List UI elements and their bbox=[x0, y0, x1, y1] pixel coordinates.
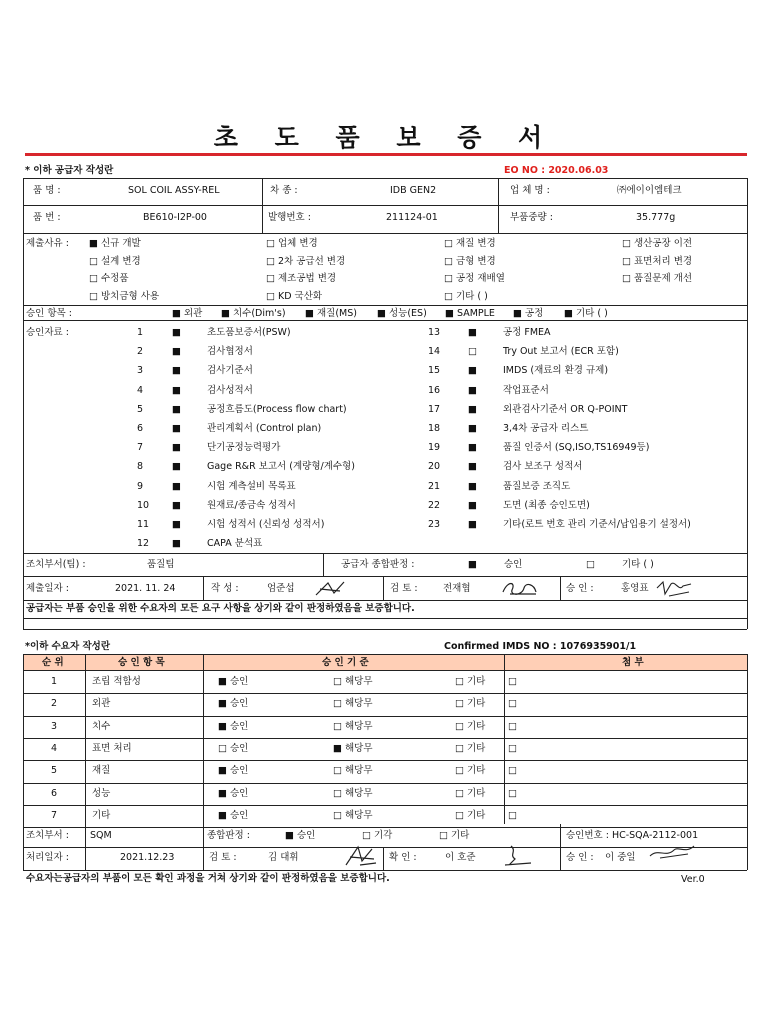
doc-number: 2 bbox=[137, 346, 144, 357]
approval-item: ■ 외관 bbox=[172, 308, 203, 319]
dept-label: 조치부서(팀) : bbox=[26, 559, 86, 570]
grid-line bbox=[23, 716, 747, 717]
reason-item: □ 생산공장 이전 bbox=[622, 238, 693, 249]
table-row-seq: 4 bbox=[51, 743, 58, 754]
customer-section-label: *이하 수요자 작성란 bbox=[25, 641, 110, 652]
issue-no: 211124-01 bbox=[386, 212, 438, 223]
dept-name: 품질팀 bbox=[147, 559, 175, 570]
doc-label: 공정 FMEA bbox=[503, 327, 551, 338]
table-row-attach: □ bbox=[508, 765, 517, 776]
table-row-seq: 2 bbox=[51, 698, 58, 709]
part-no: BE610-I2P-00 bbox=[143, 212, 207, 223]
doc-check: ■ bbox=[468, 327, 477, 338]
overall-reject: □ 기각 bbox=[362, 830, 393, 841]
supplier-declaration: 공급자는 부품 승인을 위한 수요자의 모든 요구 사항을 상기와 같이 판정하였음을 보증합니다. bbox=[26, 603, 415, 614]
table-row-item: 재질 bbox=[92, 765, 111, 776]
table-row-attach: □ bbox=[508, 788, 517, 799]
supplier-section-label: * 이하 공급자 작성란 bbox=[25, 165, 114, 176]
doc-number: 9 bbox=[137, 481, 144, 492]
table-row-attach: □ bbox=[508, 810, 517, 821]
eo-number: EO NO : 2020.06.03 bbox=[504, 165, 609, 176]
table-row-other: □ 기타 bbox=[455, 810, 486, 821]
doc-check: ■ bbox=[468, 365, 477, 376]
doc-number: 17 bbox=[428, 404, 441, 415]
doc-label: Gage R&R 보고서 (계량형/계수형) bbox=[207, 461, 355, 472]
doc-check: ■ bbox=[468, 442, 477, 453]
grid-line bbox=[203, 576, 204, 600]
col-item: 승 인 항 목 bbox=[118, 657, 165, 668]
table-row-other: □ 기타 bbox=[455, 743, 486, 754]
table-row-attach: □ bbox=[508, 676, 517, 687]
grid-line bbox=[323, 553, 324, 576]
doc-label: 품질 인증서 (SQ,ISO,TS16949등) bbox=[503, 442, 650, 453]
doc-number: 8 bbox=[137, 461, 144, 472]
table-row-approve: □ 승인 bbox=[218, 743, 249, 754]
table-row-other: □ 기타 bbox=[455, 788, 486, 799]
table-row-other: □ 기타 bbox=[455, 676, 486, 687]
table-row-approve: ■ 승인 bbox=[218, 810, 249, 821]
doc-label: IMDS (재료의 환경 규제) bbox=[503, 365, 609, 376]
table-row-approve: ■ 승인 bbox=[218, 676, 249, 687]
part-name-label: 품 명 : bbox=[33, 185, 61, 196]
title-underline bbox=[25, 153, 747, 156]
doc-label: 검사 보조구 성적서 bbox=[503, 461, 583, 472]
reviewer-signature bbox=[500, 578, 540, 600]
judgement-approve-mark: ■ bbox=[468, 559, 477, 570]
cust-approver-label: 승 인 : bbox=[566, 852, 594, 863]
doc-label: 원재료/종금속 성적서 bbox=[207, 500, 296, 511]
grid-line bbox=[560, 576, 561, 600]
doc-label: 품질보증 조직도 bbox=[503, 481, 571, 492]
table-row-approve: ■ 승인 bbox=[218, 765, 249, 776]
grid-line bbox=[383, 847, 384, 870]
doc-check: □ bbox=[468, 346, 477, 357]
reason-item: □ 수정품 bbox=[89, 273, 129, 284]
col-criteria: 승 인 기 준 bbox=[322, 657, 369, 668]
doc-check: ■ bbox=[172, 346, 181, 357]
table-row-attach: □ bbox=[508, 743, 517, 754]
grid-line bbox=[23, 553, 747, 554]
doc-number: 23 bbox=[428, 519, 441, 530]
doc-check: ■ bbox=[172, 538, 181, 549]
table-row-attach: □ bbox=[508, 698, 517, 709]
cust-dept: SQM bbox=[90, 830, 112, 841]
reason-item: □ 설계 변경 bbox=[89, 256, 141, 267]
grid-line bbox=[23, 320, 747, 321]
grid-line bbox=[747, 654, 748, 870]
approval-item: ■ 치수(Dim's) bbox=[221, 308, 286, 319]
submit-date-label: 제출일자 : bbox=[26, 583, 69, 594]
docs-label: 승인자료 : bbox=[26, 327, 69, 338]
doc-label: 단기공정능력평가 bbox=[207, 442, 281, 453]
cust-approver-signature bbox=[648, 842, 696, 862]
col-seq: 순 위 bbox=[42, 657, 64, 668]
company-label: 업 체 명 : bbox=[510, 185, 550, 196]
judgement-other-mark: □ bbox=[586, 559, 595, 570]
grid-line bbox=[23, 576, 747, 577]
table-row-item: 외관 bbox=[92, 698, 111, 709]
doc-check: ■ bbox=[172, 365, 181, 376]
approval-item: ■ 성능(ES) bbox=[377, 308, 427, 319]
approver-label: 승 인 : bbox=[566, 583, 594, 594]
table-row-na: □ 해당무 bbox=[333, 676, 373, 687]
weight-label: 부품중량 : bbox=[510, 212, 553, 223]
judgement-approve: 승인 bbox=[504, 559, 523, 570]
approval-number: 승인번호 : HC-SQA-2112-001 bbox=[566, 830, 699, 841]
reason-item: □ 기타 ( ) bbox=[444, 291, 488, 302]
grid-line bbox=[23, 205, 747, 206]
table-row-seq: 3 bbox=[51, 721, 58, 732]
doc-check: ■ bbox=[468, 519, 477, 530]
approval-item: ■ 공정 bbox=[513, 308, 544, 319]
doc-number: 7 bbox=[137, 442, 144, 453]
car-model: IDB GEN2 bbox=[390, 185, 437, 196]
part-no-label: 품 번 : bbox=[33, 212, 61, 223]
document-title: 초 도 품 보 증 서 bbox=[213, 123, 557, 152]
table-row-na: □ 해당무 bbox=[333, 721, 373, 732]
doc-number: 15 bbox=[428, 365, 441, 376]
table-row-other: □ 기타 bbox=[455, 698, 486, 709]
issue-no-label: 발행번호 : bbox=[268, 212, 311, 223]
overall-label: 종합판정 : bbox=[207, 830, 250, 841]
proc-date: 2021.12.23 bbox=[120, 852, 175, 863]
judgement-other: 기타 ( ) bbox=[622, 559, 654, 570]
doc-number: 10 bbox=[137, 500, 150, 511]
doc-number: 13 bbox=[428, 327, 441, 338]
table-row-approve: ■ 승인 bbox=[218, 788, 249, 799]
proc-date-label: 처리일자 : bbox=[26, 852, 69, 863]
approval-item: ■ SAMPLE bbox=[445, 308, 495, 319]
doc-number: 12 bbox=[137, 538, 150, 549]
doc-number: 3 bbox=[137, 365, 144, 376]
doc-number: 22 bbox=[428, 500, 441, 511]
customer-declaration: 수요자는공급자의 부품이 모든 확인 과정을 거쳐 상기와 같이 판정하였음을 보증합니다. bbox=[26, 873, 390, 884]
reason-item: □ 방치금형 사용 bbox=[89, 291, 160, 302]
part-name: SOL COIL ASSY-REL bbox=[128, 185, 220, 196]
writer-signature bbox=[314, 579, 348, 599]
grid-line bbox=[23, 233, 747, 234]
grid-line bbox=[262, 178, 263, 233]
reason-item: □ 제조공법 변경 bbox=[266, 273, 337, 284]
grid-line bbox=[23, 783, 747, 784]
table-row-item: 표면 처리 bbox=[92, 743, 132, 754]
grid-line bbox=[23, 847, 747, 848]
table-row-item: 치수 bbox=[92, 721, 111, 732]
doc-label: 기타(로트 번호 관리 기준서/납입용기 설정서) bbox=[503, 519, 691, 530]
doc-label: 3,4차 공급자 리스트 bbox=[503, 423, 589, 434]
table-row-item: 기타 bbox=[92, 810, 111, 821]
doc-number: 1 bbox=[137, 327, 144, 338]
doc-label: 초도품보증서(PSW) bbox=[207, 327, 291, 338]
cust-approver: 이 중일 bbox=[605, 852, 636, 863]
doc-label: 검사협정서 bbox=[207, 346, 253, 357]
table-row-approve: ■ 승인 bbox=[218, 721, 249, 732]
cust-reviewer: 김 대휘 bbox=[268, 852, 299, 863]
doc-number: 20 bbox=[428, 461, 441, 472]
table-row-na: ■ 해당무 bbox=[333, 743, 373, 754]
writer-name: 엄준섭 bbox=[267, 583, 295, 594]
version-label: Ver.0 bbox=[681, 874, 705, 885]
table-row-na: □ 해당무 bbox=[333, 810, 373, 821]
table-row-other: □ 기타 bbox=[455, 721, 486, 732]
doc-check: ■ bbox=[172, 442, 181, 453]
imds-number: Confirmed IMDS NO : 1076935901/1 bbox=[444, 641, 637, 652]
doc-label: 외관검사기준서 OR Q-POINT bbox=[503, 404, 628, 415]
grid-line bbox=[23, 738, 747, 739]
grid-line bbox=[23, 805, 747, 806]
approver-name: 홍영표 bbox=[621, 583, 649, 594]
doc-label: CAPA 분석표 bbox=[207, 538, 263, 549]
grid-line bbox=[504, 654, 505, 824]
table-row-other: □ 기타 bbox=[455, 765, 486, 776]
col-attach: 첨 부 bbox=[622, 657, 644, 668]
overall-other: □ 기타 bbox=[439, 830, 470, 841]
doc-label: 시험 성적서 (신뢰성 성적서) bbox=[207, 519, 325, 530]
company-name: ㈜에이이엠테크 bbox=[617, 185, 682, 196]
grid-line bbox=[23, 670, 747, 671]
reason-item: ■ 신규 개발 bbox=[89, 238, 141, 249]
doc-label: 도면 (최종 승인도면) bbox=[503, 500, 590, 511]
approval-item: ■ 재질(MS) bbox=[305, 308, 357, 319]
doc-check: ■ bbox=[172, 481, 181, 492]
doc-label: 검사성적서 bbox=[207, 385, 253, 396]
table-row-attach: □ bbox=[508, 721, 517, 732]
grid-line bbox=[498, 178, 499, 233]
doc-label: 공정흐름도(Process flow chart) bbox=[207, 404, 347, 415]
doc-check: ■ bbox=[172, 500, 181, 511]
doc-number: 18 bbox=[428, 423, 441, 434]
doc-check: ■ bbox=[468, 404, 477, 415]
table-row-seq: 7 bbox=[51, 810, 58, 821]
car-label: 차 종 : bbox=[270, 185, 298, 196]
overall-approve: ■ 승인 bbox=[285, 830, 316, 841]
reviewer-label: 검 토 : bbox=[390, 583, 418, 594]
reason-item: □ 표면처리 변경 bbox=[622, 256, 693, 267]
doc-number: 16 bbox=[428, 385, 441, 396]
table-row-na: □ 해당무 bbox=[333, 765, 373, 776]
reason-item: □ 품질문제 개선 bbox=[622, 273, 693, 284]
grid-line bbox=[85, 654, 86, 824]
table-row-item: 성능 bbox=[92, 788, 111, 799]
reason-item: □ 재질 변경 bbox=[444, 238, 496, 249]
grid-line bbox=[383, 576, 384, 600]
doc-check: ■ bbox=[468, 461, 477, 472]
doc-check: ■ bbox=[172, 404, 181, 415]
grid-line bbox=[23, 654, 24, 870]
doc-check: ■ bbox=[172, 327, 181, 338]
doc-check: ■ bbox=[468, 423, 477, 434]
doc-label: 시험 계측설비 목록표 bbox=[207, 481, 296, 492]
doc-check: ■ bbox=[468, 385, 477, 396]
doc-label: 검사기준서 bbox=[207, 365, 253, 376]
grid-line bbox=[747, 178, 748, 629]
doc-number: 14 bbox=[428, 346, 441, 357]
doc-check: ■ bbox=[172, 519, 181, 530]
approval-items-label: 승인 항목 : bbox=[26, 308, 72, 319]
grid-line bbox=[23, 654, 747, 655]
doc-check: ■ bbox=[172, 385, 181, 396]
doc-label: 작업표준서 bbox=[503, 385, 549, 396]
grid-line bbox=[203, 654, 204, 870]
approval-item: ■ 기타 ( ) bbox=[564, 308, 608, 319]
doc-number: 6 bbox=[137, 423, 144, 434]
grid-line bbox=[23, 693, 747, 694]
approver-signature bbox=[655, 578, 695, 600]
table-row-seq: 6 bbox=[51, 788, 58, 799]
reason-label: 제출사유 : bbox=[26, 238, 69, 249]
doc-check: ■ bbox=[172, 423, 181, 434]
cust-dept-label: 조치부서 : bbox=[26, 830, 69, 841]
submit-date: 2021. 11. 24 bbox=[115, 583, 176, 594]
checker-name: 이 호준 bbox=[445, 852, 476, 863]
reason-item: □ 2차 공급선 변경 bbox=[266, 256, 346, 267]
grid-line bbox=[23, 600, 747, 601]
table-row-item: 조립 적합성 bbox=[92, 676, 141, 687]
doc-number: 4 bbox=[137, 385, 144, 396]
reviewer-name: 전재협 bbox=[443, 583, 471, 594]
grid-line bbox=[23, 870, 747, 871]
doc-number: 5 bbox=[137, 404, 144, 415]
doc-check: ■ bbox=[468, 500, 477, 511]
doc-check: ■ bbox=[172, 461, 181, 472]
grid-line bbox=[23, 178, 24, 629]
grid-line bbox=[23, 618, 747, 619]
table-row-seq: 5 bbox=[51, 765, 58, 776]
supplier-judgement-label: 공급자 종합판정 : bbox=[341, 559, 415, 570]
part-weight: 35.777g bbox=[636, 212, 676, 223]
reason-item: □ 공정 재배열 bbox=[444, 273, 505, 284]
reason-item: □ 금형 변경 bbox=[444, 256, 496, 267]
table-row-approve: ■ 승인 bbox=[218, 698, 249, 709]
reason-item: □ KD 국산화 bbox=[266, 291, 323, 302]
doc-label: Try Out 보고서 (ECR 포함) bbox=[503, 346, 619, 357]
table-row-seq: 1 bbox=[51, 676, 58, 687]
grid-line bbox=[23, 760, 747, 761]
table-row-na: □ 해당무 bbox=[333, 788, 373, 799]
doc-number: 11 bbox=[137, 519, 150, 530]
grid-line bbox=[23, 629, 747, 630]
grid-line bbox=[23, 305, 747, 306]
writer-label: 작 성 : bbox=[211, 583, 239, 594]
grid-line bbox=[23, 827, 747, 828]
checker-label: 확 인 : bbox=[389, 852, 417, 863]
grid-line bbox=[23, 178, 747, 179]
doc-number: 21 bbox=[428, 481, 441, 492]
doc-number: 19 bbox=[428, 442, 441, 453]
table-row-na: □ 해당무 bbox=[333, 698, 373, 709]
cust-reviewer-label: 검 토 : bbox=[209, 852, 237, 863]
doc-check: ■ bbox=[468, 481, 477, 492]
reason-item: □ 업체 변경 bbox=[266, 238, 318, 249]
doc-label: 관리계획서 (Control plan) bbox=[207, 423, 322, 434]
